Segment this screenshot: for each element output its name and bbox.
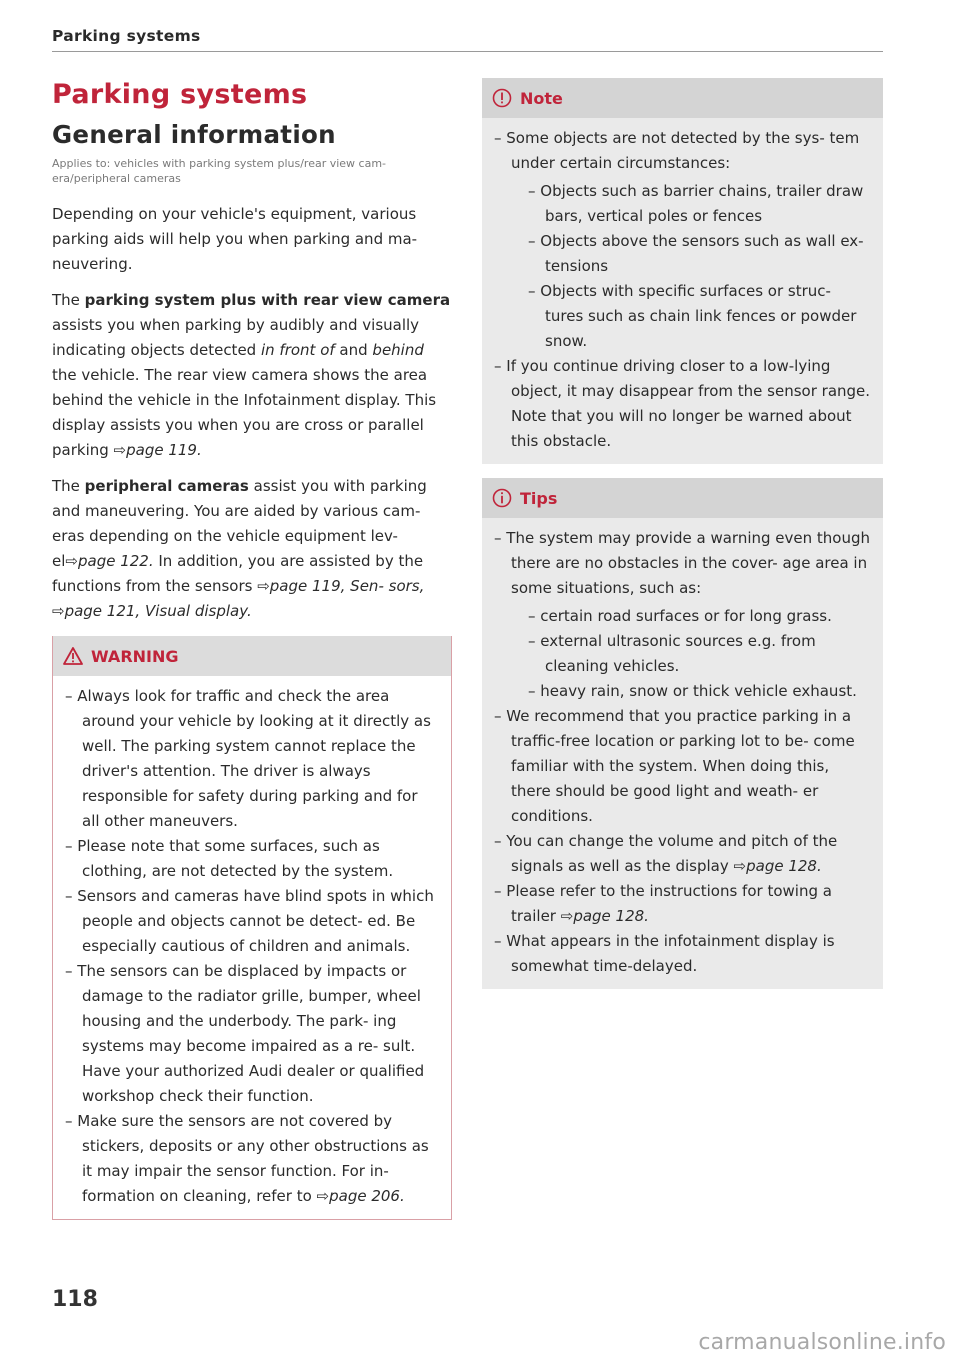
list-item: – Objects above the sensors such as wall ex- tensions	[528, 229, 871, 279]
page-reference-link[interactable]: ⇨page 119.	[113, 441, 202, 459]
list-item: – If you continue driving closer to a low-lying object, it may disappear from the sensor range. Note that you will no longer be warned about this obstacle.	[494, 354, 871, 454]
list-item: – external ultrasonic sources e.g. from cleaning vehicles.	[528, 629, 871, 679]
page-reference-link[interactable]: ⇨page 206.	[316, 1187, 405, 1205]
list-item: – Objects such as barrier chains, trailer draw bars, vertical poles or fences	[528, 179, 871, 229]
page-reference-link[interactable]: ⇨page 128.	[560, 907, 649, 925]
list-item	[494, 829, 871, 879]
exclamation-circle-icon	[492, 88, 512, 108]
list-item	[494, 526, 871, 704]
text-span: assist you with parking and maneuvering. You are aided by various cam- eras depending on the vehicle equipment lev- el	[52, 477, 427, 570]
list-item: – heavy rain, snow or thick vehicle exhaust.	[528, 679, 871, 704]
tips-box	[482, 478, 883, 989]
applies-to-note: Applies to: vehicles with parking system plus/rear view cam- era/peripheral cameras	[52, 157, 387, 185]
note-box	[482, 78, 883, 464]
list-item: – Objects with specific surfaces or struc- tures such as chain link fences or powder snow.	[528, 279, 871, 354]
page-number: 118	[52, 1287, 98, 1312]
list-item: – Please note that some surfaces, such as clothing, are not detected by the system.	[65, 834, 439, 884]
text-span: The	[52, 477, 85, 495]
text-span: Make sure the sensors are not covered by stickers, deposits or any other obstructions as it may impair the sensor function. For in- formation on cleaning, refer to	[77, 1112, 429, 1205]
bold-term: peripheral cameras	[84, 477, 249, 495]
italic-term: behind	[372, 341, 424, 359]
peripheral-cameras-paragraph	[52, 474, 452, 624]
text-span: and	[334, 341, 373, 359]
bold-term: parking system plus with rear view camera	[84, 291, 451, 309]
text-span: The	[52, 291, 85, 309]
list-item: – certain road surfaces or for long grass.	[528, 604, 871, 629]
text-span: In addition, you are assisted by the functions from the sensors	[52, 552, 424, 595]
left-column	[52, 78, 452, 1220]
warning-title-text: WARNING	[91, 646, 179, 666]
tips-title-text: Tips	[520, 488, 558, 508]
page-reference-link[interactable]: ⇨page 128.	[733, 857, 822, 875]
note-sublist	[511, 176, 871, 354]
section-subheading: General information	[52, 120, 336, 149]
text-span: Some objects are not detected by the sys- tem under certain circumstances:	[506, 129, 860, 172]
italic-term: in front of	[260, 341, 335, 359]
list-item: – Always look for traffic and check the area around your vehicle by looking at it directly as well. The parking system cannot replace the driver's attention. The driver is always responsible for safety during parking and for all other maneuvers.	[65, 684, 439, 834]
page-header	[52, 26, 883, 52]
page-reference-link[interactable]: ⇨page 122.	[65, 552, 154, 570]
right-column	[482, 78, 883, 989]
list-item: – The sensors can be displaced by impacts or damage to the radiator grille, bumper, wheel housing and the underbody. The park- ing systems may become impaired as a re- sult. Have your authorized Audi dealer or qualified workshop check their function.	[65, 959, 439, 1109]
note-list	[482, 118, 883, 464]
warning-triangle-icon	[63, 647, 83, 665]
warning-title	[53, 636, 451, 676]
list-item: – What appears in the infotainment display is somewhat time-delayed.	[494, 929, 871, 979]
tips-title	[482, 478, 883, 518]
watermark: carmanualsonline.info	[698, 1330, 946, 1355]
header-title: Parking systems	[52, 27, 201, 45]
intro-paragraph: Depending on your vehicle's equipment, various parking aids will help you when parking and ma- neuvering.	[52, 205, 418, 273]
text-span: The system may provide a warning even though there are no obstacles in the cover- age area in some situations, such as:	[506, 529, 870, 597]
list-item: – We recommend that you practice parking in a traffic-free location or parking lot to be- come familiar with the system. When doing this, there should be good light and weath- er conditions.	[494, 704, 871, 829]
list-item	[494, 879, 871, 929]
note-title	[482, 78, 883, 118]
text-span: assists you when parking by audibly and visually indicating objects detected	[52, 316, 420, 359]
warning-list	[53, 676, 451, 1219]
text-span: You can change the volume and pitch of the signals as well as the display	[506, 832, 838, 875]
note-title-text: Note	[520, 88, 563, 108]
warning-box	[52, 636, 452, 1220]
list-item	[494, 126, 871, 354]
tips-sublist	[511, 601, 871, 704]
page-reference-link[interactable]: ⇨page 119, Sen- sors, ⇨page 121, Visual display.	[52, 577, 425, 620]
list-item: – Sensors and cameras have blind spots in which people and objects cannot be detect- ed. Be especially cautious of children and animals.	[65, 884, 439, 959]
text-span: Please refer to the instructions for towing a trailer	[506, 882, 832, 925]
info-circle-icon	[492, 488, 512, 508]
tips-list	[482, 518, 883, 989]
parking-system-paragraph	[52, 288, 452, 463]
text-span: the vehicle. The rear view camera shows the area behind the vehicle in the Infotainment display. This display assists you when you are cross or parallel parking	[52, 366, 437, 459]
list-item	[65, 1109, 439, 1209]
section-heading: Parking systems	[52, 79, 308, 110]
